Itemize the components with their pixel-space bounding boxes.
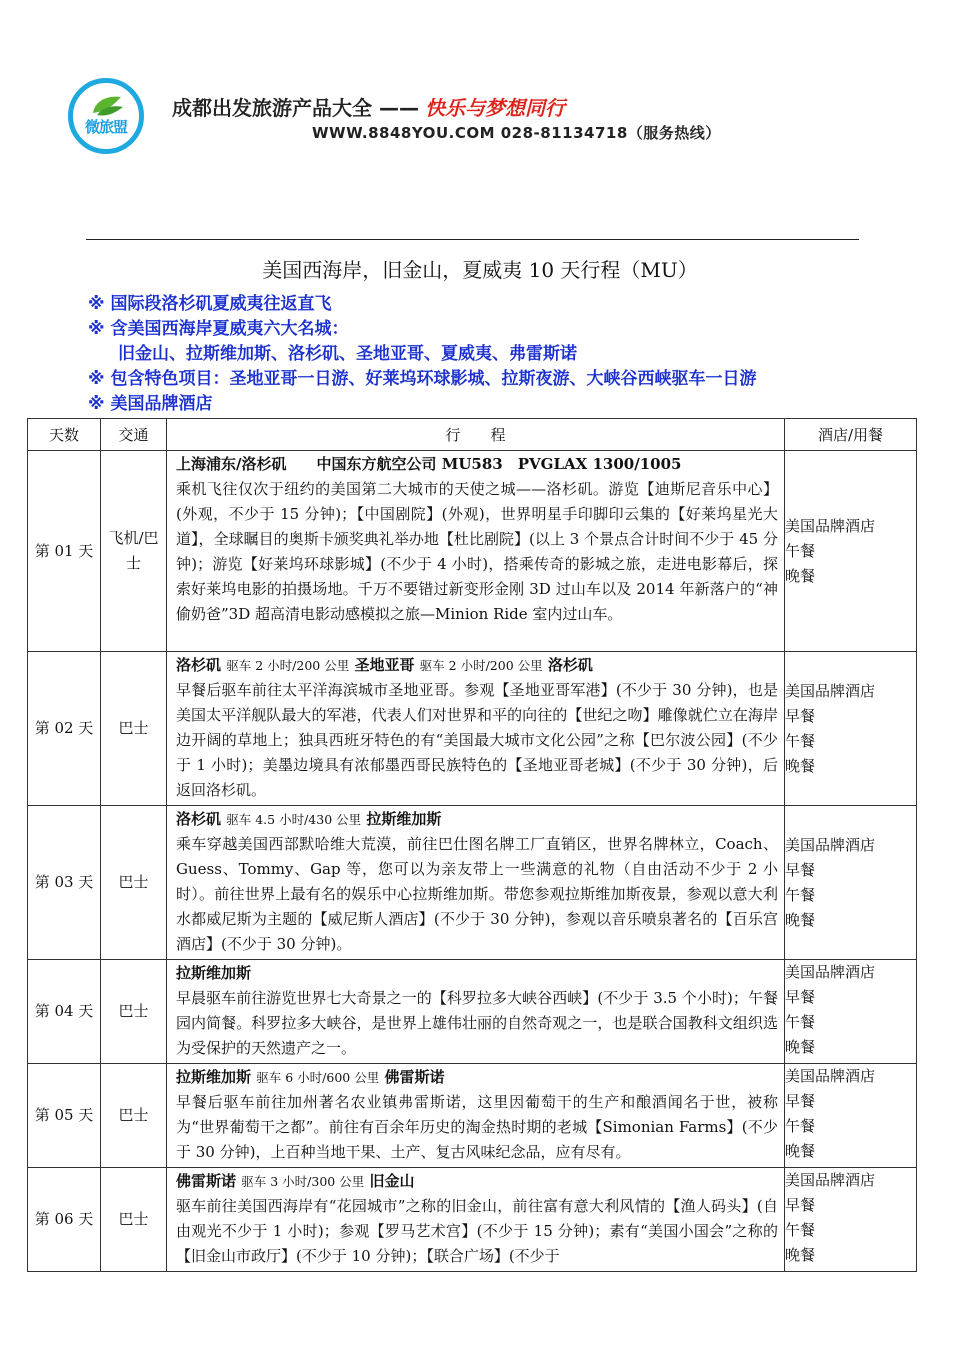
- drive-info: 驱车 3 小时/300 公里: [241, 1174, 365, 1189]
- header-route: 行 程: [167, 419, 785, 451]
- transport-cell: 巴士: [101, 806, 167, 960]
- route-heading: [176, 961, 778, 986]
- transport-cell: 巴士: [101, 960, 167, 1064]
- highlight-item: 旧金山、拉斯维加斯、洛杉矶、圣地亚哥、夏威夷、弗雷斯诺: [118, 344, 577, 364]
- route-city: 圣地亚哥: [354, 656, 415, 674]
- meal-item: 美国品牌酒店: [785, 1067, 876, 1085]
- meal-item: 美国品牌酒店: [785, 835, 876, 854]
- highlight-item: ※ 国际段洛杉矶夏威夷往返直飞: [88, 294, 332, 314]
- route-city: 拉斯维加斯: [176, 964, 252, 982]
- route-description: 乘机飞往仅次于纽约的美国第二大城市的天使之城——洛杉矶。游览【迪斯尼音乐中心】(外观，不少于 15 分钟)；【中国剧院】(外观)，世界明星手印脚印云集的【好莱坞星光大道】，全球瞩目的奥斯卡颁奖典礼举办地【杜比剧院】(以上 3 个景点合计时间不少于 45 分钟)；游览【好莱坞环球影城】(不少于 4 小时)，搭乘传奇的影城之旅，走进电影幕后，探索好莱坞电影的拍摄场地。千万不要错过新变形金刚 3D 过山车以及 2014 年新落户的“神偷奶爸”3D 超高清电影动感模拟之旅—Minion Ride 室内过山车。: [176, 480, 778, 623]
- day-cell: 第 01 天: [28, 451, 101, 652]
- route-city: 旧金山: [369, 1172, 415, 1190]
- route-description: 早晨驱车前往游览世界七大奇景之一的【科罗拉多大峡谷西峡】(不少于 3.5 个小时)；午餐园内简餐。科罗拉多大峡谷，是世界上雄伟壮丽的自然奇观之一，也是联合国教科文组织选为受保护的天然遗产之一。: [176, 989, 778, 1057]
- route-cell: [167, 1168, 785, 1272]
- meals-cell: [785, 1168, 917, 1272]
- route-cell: [167, 1064, 785, 1168]
- route-heading: [176, 1169, 778, 1194]
- route-city: 洛杉矶: [176, 810, 222, 828]
- day-cell: 第 03 天: [28, 806, 101, 960]
- highlight-item: ※ 美国品牌酒店: [88, 394, 213, 414]
- header-divider: [86, 239, 859, 240]
- transport-cell: 飞机/巴士: [101, 451, 167, 652]
- route-city: 洛杉矶: [176, 656, 222, 674]
- drive-info: 驱车 2 小时/200 公里: [226, 658, 350, 673]
- meals-cell: [785, 451, 917, 652]
- route-description: 早餐后驱车前往太平洋海滨城市圣地亚哥。参观【圣地亚哥军港】(不少于 30 分钟)，也是美国太平洋舰队最大的军港，代表人们对世界和平的向往的【世纪之吻】雕像就伫立在海岸边开阔的草地上；独具西班牙特色的有“美国最大城市文化公园”之称【巴尔波公园】(不少于 1 小时)；美墨边境具有浓郁墨西哥民族特色的【圣地亚哥老城】(不少于 30 分钟)，后返回洛杉矶。: [176, 681, 778, 799]
- route-city: 拉斯维加斯: [366, 810, 442, 828]
- meal-item: 晚餐: [785, 1038, 816, 1056]
- itinerary-table: [27, 418, 917, 1272]
- meals-cell: [785, 652, 917, 806]
- meal-item: 午餐: [785, 1221, 816, 1239]
- drive-info: 驱车 4.5 小时/430 公里: [226, 812, 362, 827]
- meal-item: 早餐: [785, 860, 816, 879]
- transport-cell: 巴士: [101, 1064, 167, 1168]
- route-description: 驱车前往美国西海岸有“花园城市”之称的旧金山，前往富有意大利风情的【渔人码头】(自由观光不少于 1 小时)；参观【罗马艺术宫】(不少于 15 分钟)；素有“美国小国会”之称的【旧金山市政厅】(不少于 10 分钟)；【联合广场】(不少于: [176, 1197, 778, 1265]
- route-city: 洛杉矶: [547, 656, 593, 674]
- meal-item: 午餐: [785, 1117, 816, 1135]
- highlight-item: ※ 含美国西海岸夏威夷六大名城：: [88, 319, 349, 339]
- route-city: 佛雷斯诺: [176, 1172, 237, 1190]
- drive-info: 驱车 6 小时/600 公里: [256, 1070, 380, 1085]
- meal-item: 晚餐: [785, 1142, 816, 1160]
- route-city: 上海浦东/洛杉矶: [176, 455, 287, 473]
- meal-item: 晚餐: [785, 1246, 816, 1264]
- route-cell: [167, 960, 785, 1064]
- route-heading: [176, 452, 778, 477]
- logo-text: 微旅盟: [84, 118, 127, 136]
- route-heading: [176, 1065, 778, 1090]
- header: [68, 78, 888, 154]
- route-cell: [167, 652, 785, 806]
- meal-item: 美国品牌酒店: [785, 963, 876, 981]
- header-day: 天数: [28, 419, 101, 451]
- table-row: [28, 960, 917, 1064]
- meals-cell: [785, 960, 917, 1064]
- table-header-row: [28, 419, 917, 451]
- meals-cell: [785, 1064, 917, 1168]
- route-description: 早餐后驱车前往加州著名农业镇弗雷斯诺，这里因葡萄干的生产和酿酒闻名于世，被称为“世界葡萄干之都”。前往有百余年历史的淘金热时期的老城【Simonian Farms】(不少于 30 分钟)，上百种当地干果、土产、复古风味纪念品，应有尽有。: [176, 1093, 778, 1161]
- header-meals: 酒店/用餐: [785, 419, 917, 451]
- day-cell: 第 04 天: [28, 960, 101, 1064]
- meal-item: 晚餐: [785, 566, 816, 585]
- route-city: 拉斯维加斯: [176, 1068, 252, 1086]
- route-heading: [176, 653, 778, 678]
- highlights: [88, 292, 908, 417]
- meal-item: 晚餐: [785, 910, 816, 929]
- meal-item: 午餐: [785, 731, 816, 750]
- meal-item: 早餐: [785, 706, 816, 725]
- route-city: 佛雷斯诺: [384, 1068, 445, 1086]
- day-cell: 第 05 天: [28, 1064, 101, 1168]
- table-row: [28, 1168, 917, 1272]
- day-cell: 第 06 天: [28, 1168, 101, 1272]
- brand-title-line: [172, 92, 565, 121]
- route-heading: [176, 807, 778, 832]
- meal-item: 早餐: [785, 1196, 816, 1214]
- meals-cell: [785, 806, 917, 960]
- day-cell: 第 02 天: [28, 652, 101, 806]
- meal-item: 午餐: [785, 541, 816, 560]
- route-description: 乘车穿越美国西部默哈维大荒漠，前往巴仕图名牌工厂直销区，世界名牌林立，Coach、Guess、Tommy、Gap 等，您可以为亲友带上一些满意的礼物（自由活动不少于 2 小时）。前往世界上最有名的娱乐中心拉斯维加斯。带您参观拉斯维加斯夜景，参观以意大利水都威尼斯为主题的【威尼斯人酒店】(不少于 30 分钟)，参观以音乐喷泉著名的【百乐宫酒店】(不少于 30 分钟)。: [176, 835, 778, 953]
- route-cell: [167, 806, 785, 960]
- table-row: [28, 652, 917, 806]
- brand-title: 成都出发旅游产品大全 ——: [172, 96, 419, 120]
- meal-item: 早餐: [785, 988, 816, 1006]
- meal-item: 早餐: [785, 1092, 816, 1110]
- highlight-item: ※ 包含特色项目：圣地亚哥一日游、好莱坞环球影城、拉斯夜游、大峡谷西峡驱车一日游: [88, 369, 757, 389]
- document-title: 美国西海岸，旧金山，夏威夷 10 天行程（MU）: [262, 258, 698, 282]
- contact-line: WWW.8848YOU.COM 028-81134718（服务热线）: [312, 124, 721, 142]
- meal-item: 午餐: [785, 1013, 816, 1031]
- drive-info: 驱车 2 小时/200 公里: [419, 658, 543, 673]
- table-row: [28, 806, 917, 960]
- header-transport: 交通: [101, 419, 167, 451]
- route-cell: [167, 451, 785, 652]
- table-row: [28, 451, 917, 652]
- meal-item: 午餐: [785, 885, 816, 904]
- meal-item: 美国品牌酒店: [785, 516, 876, 535]
- meal-item: 美国品牌酒店: [785, 681, 876, 700]
- transport-cell: 巴士: [101, 652, 167, 806]
- transport-cell: 巴士: [101, 1168, 167, 1272]
- meal-item: 晚餐: [785, 756, 816, 775]
- flight-info: 中国东方航空公司 MU583 PVGLAX 1300/1005: [316, 455, 682, 473]
- table-row: [28, 1064, 917, 1168]
- meal-item: 美国品牌酒店: [785, 1171, 876, 1189]
- brand-logo: [68, 78, 144, 154]
- brand-slogan: 快乐与梦想同行: [424, 96, 565, 120]
